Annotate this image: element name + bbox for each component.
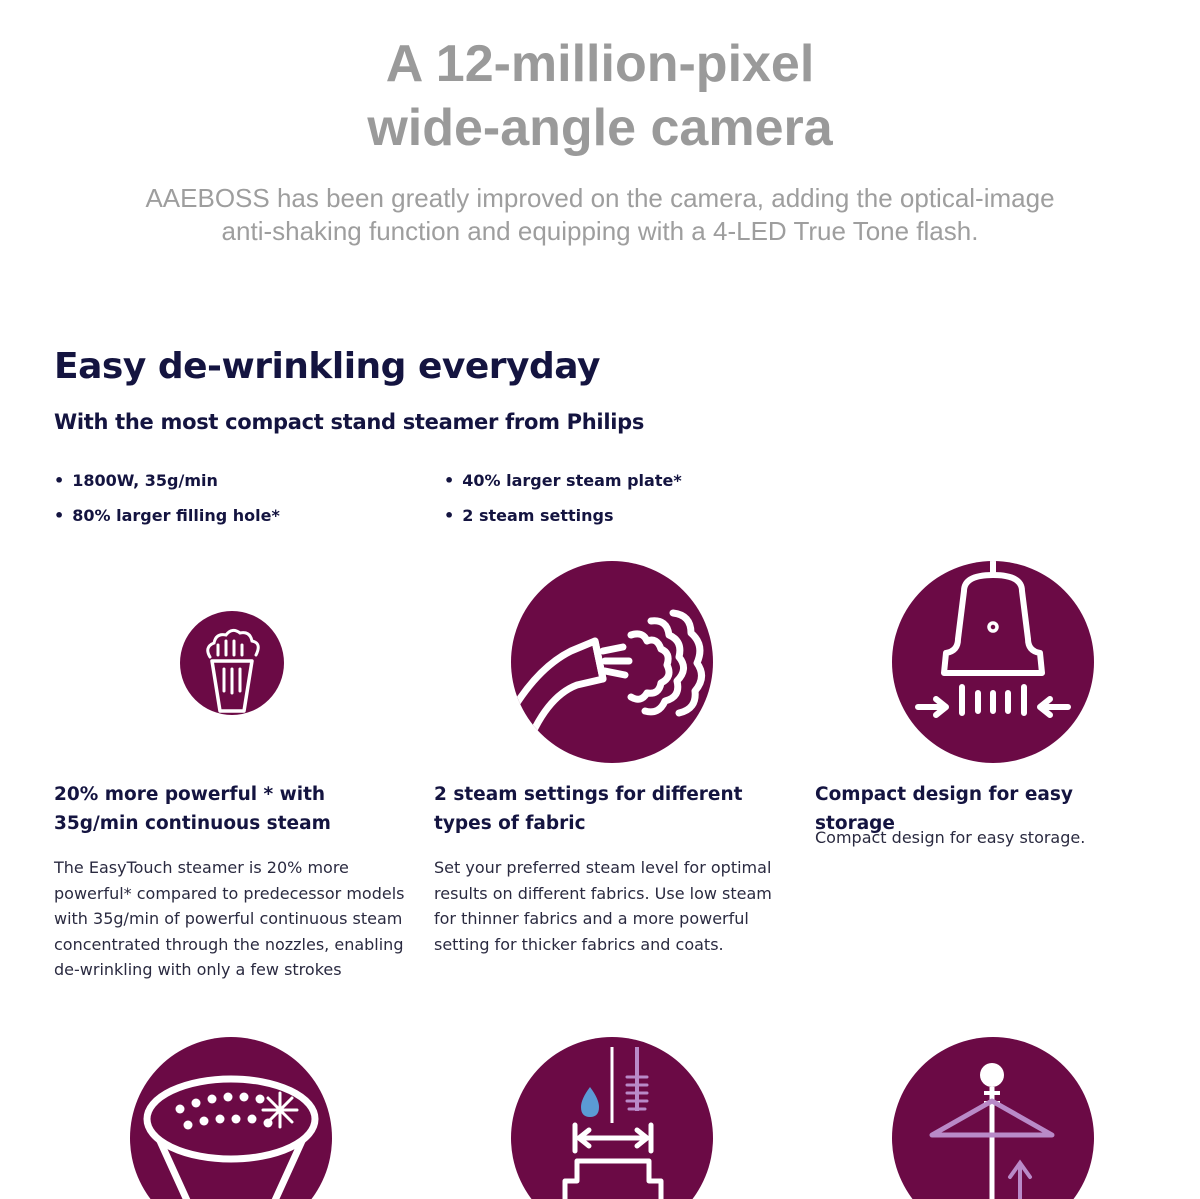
hero-title (0, 32, 1200, 160)
feature-1-title: 20% more powerful * with 35g/min continuous steam (54, 784, 331, 834)
bullet-filling-hole: • 80% larger filling hole* (54, 506, 280, 525)
hero-subtitle (0, 182, 1200, 248)
steam-nozzle-icon (511, 561, 713, 763)
bullet-steam-plate: • 40% larger steam plate* (444, 471, 682, 490)
section-subtitle: With the most compact stand steamer from Philips (54, 410, 645, 434)
bullet-power: • 1800W, 35g/min (54, 471, 218, 490)
hero-title-line-1: A 12-million-pixel (385, 35, 815, 93)
feature-3-title: Compact design for easy storage (815, 784, 1073, 834)
hero-subtitle-line-1: AAEBOSS has been greatly improved on the camera, adding the optical-image (145, 183, 1055, 213)
hanger-icon (892, 1037, 1094, 1199)
hero-title-line-2: wide-angle camera (367, 99, 833, 157)
steam-plate-icon (130, 1037, 332, 1199)
steam-cloud-icon (180, 611, 284, 715)
feature-2-body: Set your preferred steam level for optimal results on different fabrics. Use low steam for thinner fabrics and a more powerful setting for thicker fabrics and coats. (434, 858, 772, 954)
filling-hole-icon (511, 1037, 713, 1199)
hero-subtitle-line-2: anti-shaking function and equipping with a 4-LED True Tone flash. (221, 216, 979, 246)
section-title: Easy de-wrinkling everyday (54, 346, 600, 387)
feature-3-body: Compact design for easy storage. (815, 828, 1086, 847)
feature-2-title: 2 steam settings for different types of fabric (434, 784, 743, 834)
feature-1-body: The EasyTouch steamer is 20% more powerful* compared to predecessor models with 35g/min of powerful continuous steam concentrated through the nozzles, enabling de-wrinkling with only a few strokes (54, 858, 405, 979)
compact-steamer-icon (892, 561, 1094, 763)
bullet-steam-settings: • 2 steam settings (444, 506, 614, 525)
